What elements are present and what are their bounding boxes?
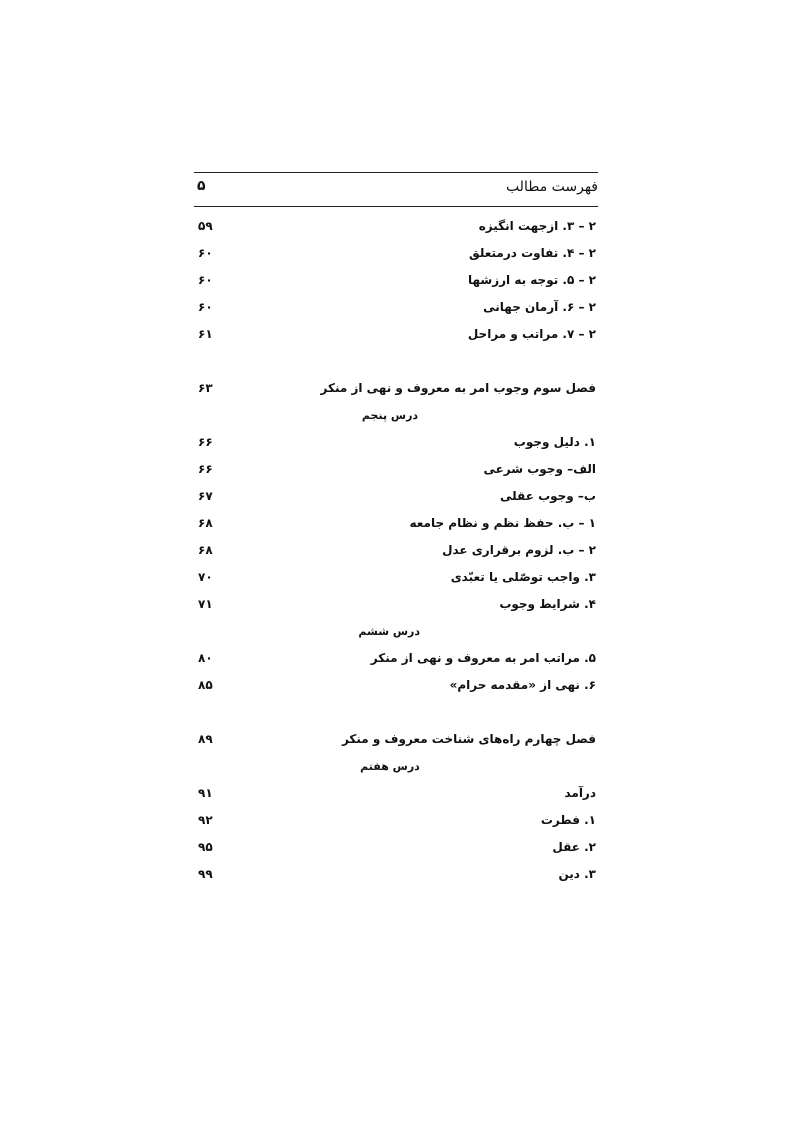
toc-entry-page: ۷۰ bbox=[198, 570, 213, 584]
toc-entry-page: ۶۶ bbox=[198, 435, 213, 449]
toc-entry-page: ۶۸ bbox=[198, 516, 213, 530]
toc-lesson-heading: درس ششم bbox=[358, 625, 420, 638]
toc-entry-page: ۸۵ bbox=[198, 678, 213, 692]
toc-entry-title: ۶. نهی از «مقدمه حرام» bbox=[449, 678, 596, 692]
toc-entry[interactable] bbox=[196, 298, 596, 318]
toc-entry[interactable] bbox=[196, 460, 596, 480]
toc-entry-page: ۶۷ bbox=[198, 489, 213, 503]
toc-entry-title: ۲ – ب. لزوم برقراری عدل bbox=[442, 543, 596, 557]
toc-entry[interactable] bbox=[196, 649, 596, 669]
toc-entry-title: ۲ – ۷. مراتب و مراحل bbox=[467, 327, 596, 341]
toc-entry-page: ۶۰ bbox=[198, 273, 213, 287]
toc-entry-title: ۲. عقل bbox=[552, 840, 596, 854]
toc-chapter-title: فصل چهارم راه‌های شناخت معروف و منکر bbox=[341, 732, 596, 746]
toc-entry[interactable] bbox=[196, 325, 596, 345]
toc-entry-page: ۶۶ bbox=[198, 462, 213, 476]
toc-entry-title: ۳. دین bbox=[558, 867, 596, 881]
toc-entry-page: ۸۹ bbox=[198, 732, 213, 746]
toc-entry-page: ۵۹ bbox=[198, 219, 213, 233]
toc-entry-page: ۹۹ bbox=[198, 867, 213, 881]
toc-entry-page: ۶۳ bbox=[198, 381, 213, 395]
toc-entry-title: ۴. شرایط وجوب bbox=[499, 597, 596, 611]
toc-entry[interactable] bbox=[196, 487, 596, 507]
toc-entry[interactable] bbox=[196, 541, 596, 561]
toc-entry-title: ۲ – ۴. تفاوت درمتعلق bbox=[469, 246, 596, 260]
toc-entry[interactable] bbox=[196, 271, 596, 291]
toc-entry[interactable] bbox=[196, 595, 596, 615]
toc-entry-page: ۶۰ bbox=[198, 246, 213, 260]
toc-entry-title: ۳. واجب توصّلی یا تعبّدی bbox=[450, 570, 596, 584]
toc-entry-title: درآمد bbox=[564, 786, 596, 800]
toc-entry-page: ۹۵ bbox=[198, 840, 213, 854]
toc-entry[interactable] bbox=[196, 514, 596, 534]
toc-lesson-heading: درس هفتم bbox=[360, 760, 420, 773]
toc-lesson-heading: درس پنجم bbox=[361, 409, 419, 422]
toc-chapter[interactable] bbox=[196, 730, 596, 750]
toc-entry-title: ۱. دلیل وجوب bbox=[513, 435, 596, 449]
toc-entry-page: ۶۱ bbox=[198, 327, 213, 341]
header-page-number: ۵ bbox=[197, 178, 206, 194]
toc-entry[interactable] bbox=[196, 811, 596, 831]
toc-entry-title: ۱ – ب. حفظ نظم و نظام جامعه bbox=[409, 516, 596, 530]
toc-entry-page: ۹۲ bbox=[198, 813, 213, 827]
toc-entry-title: ۲ – ۶. آرمان جهانی bbox=[483, 300, 596, 314]
toc-entry[interactable] bbox=[196, 784, 596, 804]
toc-entry[interactable] bbox=[196, 568, 596, 588]
toc-entry-title: ۵. مراتب امر به معروف و نهی از منکر bbox=[370, 651, 596, 665]
toc-entry-title: الف– وجوب شرعی bbox=[483, 462, 596, 476]
toc-entry-title: ۲ – ۳. ازجهت انگیزه bbox=[478, 219, 596, 233]
toc-entry-page: ۶۸ bbox=[198, 543, 213, 557]
toc-chapter-title: فصل سوم وجوب امر به معروف و نهی از منکر bbox=[320, 381, 596, 395]
header-title: فهرست مطالب bbox=[505, 179, 598, 195]
toc-entry-title: ب– وجوب عقلی bbox=[500, 489, 596, 503]
toc-entry[interactable] bbox=[196, 217, 596, 237]
toc-entry[interactable] bbox=[196, 244, 596, 264]
toc-entry[interactable] bbox=[196, 676, 596, 696]
toc-entry-title: ۱. فطرت bbox=[540, 813, 596, 827]
toc-entry[interactable] bbox=[196, 838, 596, 858]
toc-chapter[interactable] bbox=[196, 379, 596, 399]
toc-entry-page: ۶۰ bbox=[198, 300, 213, 314]
toc-entry[interactable] bbox=[196, 865, 596, 885]
toc-entry-page: ۹۱ bbox=[198, 786, 213, 800]
toc-entry-page: ۷۱ bbox=[198, 597, 213, 611]
toc-entry[interactable] bbox=[196, 433, 596, 453]
toc-entry-page: ۸۰ bbox=[198, 651, 213, 665]
toc-entry-title: ۲ – ۵. توجه به ارزشها bbox=[467, 273, 596, 287]
